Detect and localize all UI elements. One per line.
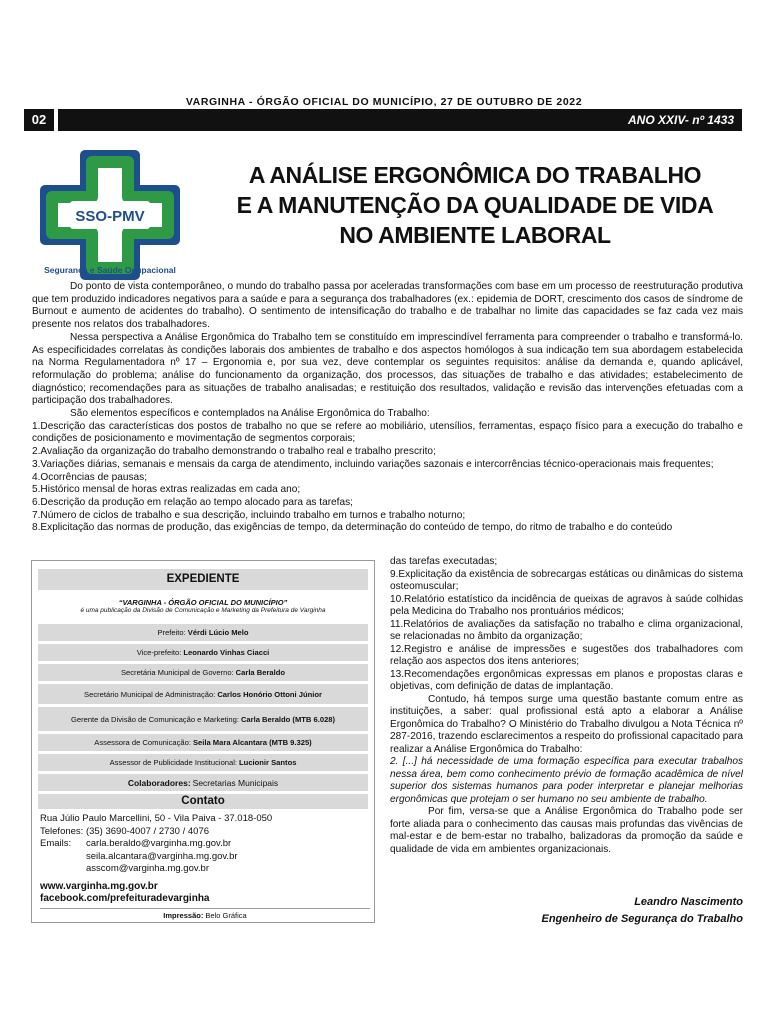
email-link[interactable]: seila.alcantara@varginha.mg.gov.br	[86, 850, 238, 862]
list-item: 1.Descrição das características dos postos de trabalho no que se refere ao mobiliário, utensílios, ferramentas, espaço físico para a execução do trabalho e condições de posicionamento e movimentação de segmentos corporais;	[32, 420, 743, 445]
facebook-link[interactable]: facebook.com/prefeituradevarginha	[40, 893, 210, 904]
staff-role: Secretário Municipal de Administração:	[84, 689, 216, 699]
author-name: Leandro Nascimento	[634, 896, 743, 908]
list-item: 7.Número de ciclos de trabalho e sua descrição, incluindo trabalho em turnos e trabalho noturno;	[32, 509, 466, 521]
staff-role: Gerente da Divisão de Comunicação e Marketing:	[70, 714, 239, 724]
paragraph: Do ponto de vista contemporâneo, o mundo do trabalho passa por aceleradas transformações com base em um processo de reestruturação produtiva que tem produzido indicadores negativos para a saúde e para a segurança dos trabalhadores (ex.: epidemia de DORT, crescimento dos casos de síndrome de Burnout e aumento de acidentes do trabalho). O sentimento de intensificação do trabalho e de trabalhar no limite das capacidades se faz cada vez mais presente nos relatos dos trabalhadores.	[32, 281, 743, 331]
edition-label: ANO XXIV- nº 1433	[58, 109, 742, 131]
colaboradores-label: Colaboradores:	[127, 777, 191, 788]
staff-role: Assessora de Comunicação:	[94, 738, 191, 747]
paragraph: Contudo, há tempos surge uma questão bastante comum entre as instituições, a saber: qual profissional está apto a elaborar a Análise Ergonômica do Trabalho? O Ministério do Trabalho divulgou a Nota Técnica nº 287-2016, trazendo esclarecimentos a respeito do profissional capacitado para realizar a Análise Ergonômica do Trabalho:	[390, 693, 743, 755]
article-body-top	[32, 281, 743, 535]
quote: 2. [...] há necessidade de uma formação específica para executar trabalhos nessa área, bem como conhecimento prévio de formação acadêmica de nível superior dos sistemas humanos para poder interpretar e planejar melhorias ergonômicas que protejam o ser humano no seu ambiente de trabalho.	[390, 756, 743, 805]
staff-name: Vérdi Lúcio Melo	[187, 628, 249, 637]
list-item: 2.Avaliação da organização do trabalho demonstrando o trabalho real e trabalho prescrito;	[32, 446, 436, 458]
expediente-title: EXPEDIENTE	[38, 569, 368, 590]
staff-role: Prefeito:	[157, 628, 186, 637]
staff-row	[38, 624, 368, 641]
list-item: 5.Histórico mensal de horas extras realizadas em cada ano;	[32, 484, 301, 496]
impressao-label: Impressão:	[163, 911, 204, 920]
logo-text: SSO-PMV	[75, 208, 145, 225]
staff-row	[38, 644, 368, 661]
web-links	[40, 881, 210, 905]
staff-row	[38, 707, 368, 731]
staff-role: Secretária Municipal de Governo:	[120, 668, 234, 677]
list-item: 6.Descrição da produção em relação ao tempo alocado para as tarefas;	[32, 496, 353, 508]
expediente-org-sub: é uma publicação da Divisão de Comunicação e Marketing da Prefeitura de Varginha	[80, 607, 326, 614]
list-item: 4.Ocorrências de pausas;	[32, 471, 148, 483]
staff-row	[38, 684, 368, 704]
paragraph: Por fim, versa-se que a Análise Ergonômica do Trabalho pode ser forte aliada para o conhecimento das causas mais profundas das vivências de mal-estar e de bem-estar no trabalho, balizadoras da promoção da saúde e qualidade de vida em ambientes organizacionais.	[390, 806, 743, 855]
signature	[390, 894, 743, 928]
staff-name: Lucionir Santos	[239, 758, 297, 767]
staff-row	[38, 754, 368, 771]
logo-caption: Segurança e Saúde Ocupacional	[44, 265, 176, 275]
staff-name: Carla Beraldo	[235, 668, 286, 677]
staff-name: Seila Mara Alcantara (MTB 9.325)	[192, 738, 312, 747]
staff-row	[38, 734, 368, 751]
address: Rua Júlio Paulo Marcellini, 50 - Vila Paiva - 37.018-050	[40, 813, 273, 824]
staff-role: Assessor de Publicidade Institucional:	[109, 758, 238, 767]
impressao-value: Belo Gráfica	[205, 911, 247, 920]
headline	[200, 160, 750, 250]
phones: Telefones: (35) 3690-4007 / 2730 / 4076	[40, 825, 210, 837]
list-item: 12.Registro e análise de impressões e sugestões dos trabalhadores com relação aos aspectos dos itens anteriores;	[390, 643, 743, 667]
list-item-continuation: das tarefas executadas;	[390, 556, 498, 567]
staff-name: Leonardo Vinhas Ciacci	[183, 648, 270, 657]
paragraph: São elementos específicos e contemplados na Análise Ergonômica do Trabalho:	[70, 408, 430, 420]
list-item: 13.Recomendações ergonômicas expressas em planos e propostas claras e objetivas, com definição de datas de implantação.	[390, 668, 743, 692]
page-header-bar	[24, 109, 742, 131]
website-link[interactable]: www.varginha.mg.gov.br	[40, 881, 158, 892]
staff-name: Carlos Honório Ottoni Júnior	[217, 689, 322, 699]
page-number: 02	[24, 109, 54, 131]
list-item: 10.Relatório estatístico da incidência de queixas de agravos à saúde colhidas pela Medicina do Trabalho nos prontuários médicos;	[390, 593, 743, 617]
headline-line: NO AMBIENTE LABORAL	[339, 222, 611, 248]
colaboradores-row	[38, 774, 368, 791]
list-item: 11.Relatórios de avaliações da satisfação no trabalho e clima organizacional, se relacionadas no âmbito da organização;	[390, 618, 743, 642]
author-title: Engenheiro de Segurança do Trabalho	[541, 913, 743, 925]
email-link[interactable]: carla.beraldo@varginha.mg.gov.br	[86, 838, 232, 849]
email-link[interactable]: asscom@varginha.mg.gov.br	[86, 863, 209, 874]
article-body-right	[390, 556, 743, 856]
list-item: 3.Variações diárias, semanais e mensais da carga de atendimento, incluindo variações sazonais e intercorrências técnico-operacionais mais frequentes;	[32, 458, 714, 470]
list-item: 8.Explicitação das normas de produção, das exigências de tempo, da determinação do conteúdo de tempo, do ritmo de trabalho e do conteúdo	[32, 522, 673, 534]
contato-title: Contato	[38, 794, 368, 809]
masthead: VARGINHA - ÓRGÃO OFICIAL DO MUNICÍPIO, 27 DE OUTUBRO DE 2022	[185, 96, 583, 108]
staff-row	[38, 664, 368, 681]
contact-info	[40, 813, 370, 876]
paragraph: Nessa perspectiva a Análise Ergonômica do Trabalho tem se constituído em imprescindível ferramenta para compreender o trabalho e transformá-lo. As especificidades correlatas às condições laborais dos ambientes de trabalho e dos aspectos homólogos à sua indicação tem sua abordagem estabelecida na Norma Regulamentadora nº 17 – Ergonomia e, por sua vez, deve contemplar os seguintes requisitos: análise da demanda e, quando aplicável, reformulação do problema; análise do funcionamento da organização, dos processos, das situações de trabalho e das atividades; estabelecimento de diagnóstico; recomendações para as situações de trabalho analisadas; e restituição dos resultados, validação e revisão das intervenções efetuadas com a participação dos trabalhadores.	[32, 331, 743, 407]
emails-label: Emails:	[40, 838, 72, 849]
sso-pmv-logo	[30, 145, 190, 285]
headline-line: A ANÁLISE ERGONÔMICA DO TRABALHO	[248, 162, 702, 188]
impressao-line	[40, 908, 370, 920]
expediente-org-name: “VARGINHA - ÓRGÃO OFICIAL DO MUNICÍPIO”	[118, 598, 288, 607]
colaboradores-value: Secretarias Municipais	[192, 777, 279, 788]
list-item: 9.Explicitação da existência de sobrecargas estáticas ou dinâmicas do sistema osteomuscular;	[390, 568, 743, 592]
staff-role: Vice-prefeito:	[136, 648, 182, 657]
headline-line: E A MANUTENÇÃO DA QUALIDADE DE VIDA	[236, 192, 714, 218]
staff-name: Carla Beraldo (MTB 6.028)	[240, 714, 336, 724]
